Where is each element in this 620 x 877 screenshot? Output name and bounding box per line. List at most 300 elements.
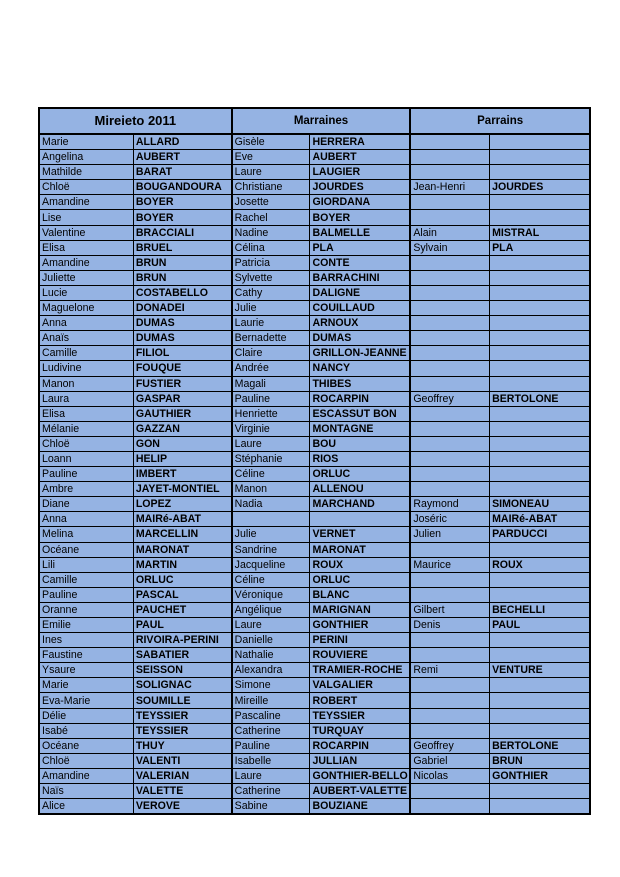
parrain-first-name (410, 693, 489, 708)
table-row (39, 195, 590, 210)
marraine-first-name: Sabine (232, 799, 310, 815)
marraine-first-name: Catherine (232, 784, 310, 799)
table-row (39, 799, 590, 815)
table-row (39, 768, 590, 783)
table-row (39, 663, 590, 678)
marraine-last-name: ORLUC (310, 467, 410, 482)
parrain-first-name (410, 451, 489, 466)
parrain-last-name (490, 784, 590, 799)
marraine-last-name: DALIGNE (310, 285, 410, 300)
child-last-name: HELIP (133, 451, 231, 466)
child-first-name: Laura (39, 391, 133, 406)
marraine-first-name: Rachel (232, 210, 310, 225)
table-row (39, 602, 590, 617)
marraine-first-name: Véronique (232, 587, 310, 602)
child-first-name: Ludivine (39, 361, 133, 376)
child-first-name: Diane (39, 497, 133, 512)
marraine-last-name: COUILLAUD (310, 301, 410, 316)
table-row (39, 482, 590, 497)
table-row (39, 678, 590, 693)
parrain-last-name (490, 301, 590, 316)
parrain-last-name: MISTRAL (490, 225, 590, 240)
marraine-first-name: Isabelle (232, 753, 310, 768)
parrain-first-name (410, 346, 489, 361)
table-row (39, 557, 590, 572)
parrain-last-name: BERTOLONE (490, 738, 590, 753)
marraine-first-name: Andrée (232, 361, 310, 376)
parrain-first-name (410, 436, 489, 451)
parrain-first-name: Gabriel (410, 753, 489, 768)
child-first-name: Chloë (39, 753, 133, 768)
marraine-last-name: BLANC (310, 587, 410, 602)
parrain-first-name: Gilbert (410, 602, 489, 617)
marraine-last-name: LAUGIER (310, 165, 410, 180)
parrain-first-name: Remi (410, 663, 489, 678)
parrain-first-name (410, 165, 489, 180)
table-row (39, 421, 590, 436)
table-row (39, 633, 590, 648)
table-row (39, 225, 590, 240)
marraine-last-name: GRILLON-JEANNE (310, 346, 410, 361)
marraine-first-name: Cathy (232, 285, 310, 300)
marraine-last-name: NANCY (310, 361, 410, 376)
marraine-first-name: Nadine (232, 225, 310, 240)
child-last-name: PAUCHET (133, 602, 231, 617)
table-row (39, 406, 590, 421)
table-row (39, 527, 590, 542)
parrain-last-name (490, 572, 590, 587)
child-first-name: Pauline (39, 587, 133, 602)
marraine-last-name: ROCARPIN (310, 391, 410, 406)
child-last-name: VALETTE (133, 784, 231, 799)
parrain-first-name: Raymond (410, 497, 489, 512)
parrain-last-name: JOURDES (490, 180, 590, 195)
parrain-last-name (490, 195, 590, 210)
child-first-name: Lucie (39, 285, 133, 300)
parrain-last-name (490, 150, 590, 165)
child-last-name: GASPAR (133, 391, 231, 406)
child-last-name: RIVOIRA-PERINI (133, 633, 231, 648)
child-last-name: BOUGANDOURA (133, 180, 231, 195)
marraine-first-name: Pauline (232, 391, 310, 406)
marraine-first-name: Bernadette (232, 331, 310, 346)
child-last-name: BRUEL (133, 240, 231, 255)
parrain-last-name (490, 376, 590, 391)
child-first-name: Melina (39, 527, 133, 542)
child-last-name: PAUL (133, 618, 231, 633)
parrain-last-name (490, 708, 590, 723)
marraine-last-name: JULLIAN (310, 753, 410, 768)
table-row (39, 285, 590, 300)
parrain-first-name: Geoffrey (410, 391, 489, 406)
marraine-last-name: ESCASSUT BON (310, 406, 410, 421)
child-last-name: SEISSON (133, 663, 231, 678)
parrain-first-name: Joséric (410, 512, 489, 527)
child-first-name: Valentine (39, 225, 133, 240)
table-row (39, 693, 590, 708)
parrain-first-name: Alain (410, 225, 489, 240)
marraine-last-name: BALMELLE (310, 225, 410, 240)
child-last-name: DONADEI (133, 301, 231, 316)
child-last-name: BOYER (133, 210, 231, 225)
marraine-first-name: Catherine (232, 723, 310, 738)
marraine-last-name: ALLENOU (310, 482, 410, 497)
marraine-first-name: Sandrine (232, 542, 310, 557)
parrain-last-name: MAIRé-ABAT (490, 512, 590, 527)
table-row (39, 753, 590, 768)
table-row (39, 134, 590, 150)
child-first-name: Anna (39, 316, 133, 331)
parrain-last-name: VENTURE (490, 663, 590, 678)
child-first-name: Amandine (39, 255, 133, 270)
parrain-first-name (410, 587, 489, 602)
child-first-name: Faustine (39, 648, 133, 663)
child-first-name: Loann (39, 451, 133, 466)
marraine-last-name: TRAMIER-ROCHE (310, 663, 410, 678)
parrain-last-name (490, 648, 590, 663)
table-row (39, 316, 590, 331)
child-last-name: FILIOL (133, 346, 231, 361)
parrain-last-name (490, 270, 590, 285)
marraine-first-name: Manon (232, 482, 310, 497)
child-last-name: TEYSSIER (133, 708, 231, 723)
marraine-last-name: BARRACHINI (310, 270, 410, 285)
parrain-last-name (490, 587, 590, 602)
parrain-first-name (410, 648, 489, 663)
parrain-last-name: BERTOLONE (490, 391, 590, 406)
table-row (39, 587, 590, 602)
child-last-name: GAUTHIER (133, 406, 231, 421)
marraine-last-name: RIOS (310, 451, 410, 466)
child-first-name: Angelina (39, 150, 133, 165)
marraine-last-name: TURQUAY (310, 723, 410, 738)
child-first-name: Elisa (39, 406, 133, 421)
parrain-first-name: Sylvain (410, 240, 489, 255)
child-last-name: SOLIGNAC (133, 678, 231, 693)
child-first-name: Naïs (39, 784, 133, 799)
child-first-name: Amandine (39, 195, 133, 210)
marraine-last-name: MARCHAND (310, 497, 410, 512)
marraine-first-name: Julie (232, 301, 310, 316)
parrain-last-name (490, 542, 590, 557)
marraine-last-name: MARIGNAN (310, 602, 410, 617)
marraine-last-name: VERNET (310, 527, 410, 542)
marraine-first-name: Eve (232, 150, 310, 165)
marraine-last-name: AUBERT-VALETTE (310, 784, 410, 799)
parrain-first-name (410, 723, 489, 738)
parrain-last-name (490, 210, 590, 225)
child-last-name: GAZZAN (133, 421, 231, 436)
table-row (39, 165, 590, 180)
table-body (39, 134, 590, 814)
marraine-last-name: AUBERT (310, 150, 410, 165)
parrain-first-name: Jean-Henri (410, 180, 489, 195)
parrain-first-name (410, 195, 489, 210)
parrain-last-name (490, 436, 590, 451)
marraine-last-name: THIBES (310, 376, 410, 391)
marraine-last-name: MARONAT (310, 542, 410, 557)
marraine-last-name: BOYER (310, 210, 410, 225)
child-first-name: Océane (39, 738, 133, 753)
child-last-name: VALERIAN (133, 768, 231, 783)
marraine-first-name: Céline (232, 572, 310, 587)
parrain-last-name (490, 331, 590, 346)
parrain-first-name: Nicolas (410, 768, 489, 783)
marraine-last-name: GIORDANA (310, 195, 410, 210)
marraine-last-name: ROBERT (310, 693, 410, 708)
marraine-first-name: Alexandra (232, 663, 310, 678)
child-first-name: Oranne (39, 602, 133, 617)
parrain-first-name (410, 708, 489, 723)
parrain-last-name: SIMONEAU (490, 497, 590, 512)
table-row (39, 346, 590, 361)
marraine-last-name: ARNOUX (310, 316, 410, 331)
child-last-name: FOUQUE (133, 361, 231, 376)
parrain-first-name: Geoffrey (410, 738, 489, 753)
marraine-first-name: Simone (232, 678, 310, 693)
parrain-first-name (410, 331, 489, 346)
parrain-first-name (410, 678, 489, 693)
parrain-first-name (410, 285, 489, 300)
table-row (39, 361, 590, 376)
table-row (39, 784, 590, 799)
marraine-first-name: Nadia (232, 497, 310, 512)
marraine-first-name: Pauline (232, 738, 310, 753)
marraine-last-name: ROUX (310, 557, 410, 572)
marraine-first-name: Laure (232, 618, 310, 633)
parrain-first-name (410, 482, 489, 497)
child-first-name: Ysaure (39, 663, 133, 678)
child-last-name: BRUN (133, 255, 231, 270)
marraine-first-name: Célina (232, 240, 310, 255)
child-last-name: MARONAT (133, 542, 231, 557)
parrain-last-name: PARDUCCI (490, 527, 590, 542)
table-row (39, 436, 590, 451)
table-row (39, 618, 590, 633)
parrain-first-name (410, 301, 489, 316)
header-row (39, 108, 590, 134)
child-first-name: Manon (39, 376, 133, 391)
parrain-first-name (410, 210, 489, 225)
parrain-first-name (410, 421, 489, 436)
marraine-last-name: MONTAGNE (310, 421, 410, 436)
table-row (39, 467, 590, 482)
child-last-name: VEROVE (133, 799, 231, 815)
child-last-name: FUSTIER (133, 376, 231, 391)
child-last-name: PASCAL (133, 587, 231, 602)
child-first-name: Elisa (39, 240, 133, 255)
child-last-name: BRACCIALI (133, 225, 231, 240)
parrain-last-name (490, 165, 590, 180)
child-first-name: Pauline (39, 467, 133, 482)
marraine-first-name: Nathalie (232, 648, 310, 663)
marraine-first-name: Céline (232, 467, 310, 482)
parrain-last-name: ROUX (490, 557, 590, 572)
marraine-first-name: Laure (232, 436, 310, 451)
marraine-first-name: Christiane (232, 180, 310, 195)
marraine-first-name: Laurie (232, 316, 310, 331)
parrain-first-name: Denis (410, 618, 489, 633)
marraine-first-name: Gisèle (232, 134, 310, 150)
marraine-first-name: Claire (232, 346, 310, 361)
parrain-first-name (410, 316, 489, 331)
child-last-name: GON (133, 436, 231, 451)
marraine-last-name: HERRERA (310, 134, 410, 150)
child-first-name: Eva-Marie (39, 693, 133, 708)
parrain-first-name (410, 467, 489, 482)
marraine-last-name: ROUVIERE (310, 648, 410, 663)
table-row (39, 723, 590, 738)
marraine-first-name: Patricia (232, 255, 310, 270)
parrain-last-name (490, 346, 590, 361)
child-first-name: Marie (39, 678, 133, 693)
table-row (39, 240, 590, 255)
child-first-name: Chloë (39, 180, 133, 195)
marraine-first-name: Danielle (232, 633, 310, 648)
child-last-name: IMBERT (133, 467, 231, 482)
child-first-name: Camille (39, 572, 133, 587)
child-first-name: Ines (39, 633, 133, 648)
table-row (39, 572, 590, 587)
godparents-table (38, 107, 591, 815)
marraine-first-name: Sylvette (232, 270, 310, 285)
child-first-name: Océane (39, 542, 133, 557)
marraine-last-name: ORLUC (310, 572, 410, 587)
parrain-last-name (490, 285, 590, 300)
parrain-last-name: PAUL (490, 618, 590, 633)
marraine-last-name: PERINI (310, 633, 410, 648)
child-last-name: SABATIER (133, 648, 231, 663)
parrain-last-name (490, 799, 590, 815)
table-row (39, 180, 590, 195)
child-first-name: Mathilde (39, 165, 133, 180)
parrain-first-name (410, 376, 489, 391)
child-first-name: Lili (39, 557, 133, 572)
parrain-first-name (410, 270, 489, 285)
table-row (39, 331, 590, 346)
parrain-last-name (490, 723, 590, 738)
child-last-name: DUMAS (133, 316, 231, 331)
child-last-name: DUMAS (133, 331, 231, 346)
child-last-name: MARCELLIN (133, 527, 231, 542)
parrain-last-name (490, 482, 590, 497)
child-first-name: Anna (39, 512, 133, 527)
marraine-last-name: ROCARPIN (310, 738, 410, 753)
marraine-last-name: BOUZIANE (310, 799, 410, 815)
child-last-name: MARTIN (133, 557, 231, 572)
parrain-first-name: Maurice (410, 557, 489, 572)
marraine-last-name: GONTHIER (310, 618, 410, 633)
table-row (39, 255, 590, 270)
parrain-first-name (410, 542, 489, 557)
child-last-name: ALLARD (133, 134, 231, 150)
parrain-first-name (410, 799, 489, 815)
marraine-first-name: Laure (232, 165, 310, 180)
table-row (39, 542, 590, 557)
parrain-first-name: Julien (410, 527, 489, 542)
marraine-first-name: Josette (232, 195, 310, 210)
marraine-last-name: CONTE (310, 255, 410, 270)
marraine-first-name: Julie (232, 527, 310, 542)
marraine-last-name: GONTHIER-BELLO (310, 768, 410, 783)
table-row (39, 708, 590, 723)
marraine-last-name (310, 512, 410, 527)
parrain-last-name: GONTHIER (490, 768, 590, 783)
parrain-last-name: BECHELLI (490, 602, 590, 617)
marraine-first-name (232, 512, 310, 527)
marraine-first-name: Mireille (232, 693, 310, 708)
marraine-last-name: TEYSSIER (310, 708, 410, 723)
parrain-last-name (490, 316, 590, 331)
child-first-name: Amandine (39, 768, 133, 783)
child-first-name: Marie (39, 134, 133, 150)
parrain-last-name (490, 693, 590, 708)
parrain-first-name (410, 255, 489, 270)
child-first-name: Alice (39, 799, 133, 815)
table-row (39, 497, 590, 512)
child-first-name: Lise (39, 210, 133, 225)
parrain-first-name (410, 406, 489, 421)
parrains-header: Parrains (410, 108, 590, 134)
marraine-first-name: Magali (232, 376, 310, 391)
table-row (39, 738, 590, 753)
child-first-name: Anaïs (39, 331, 133, 346)
child-last-name: JAYET-MONTIEL (133, 482, 231, 497)
parrain-last-name (490, 406, 590, 421)
child-last-name: BOYER (133, 195, 231, 210)
marraine-last-name: DUMAS (310, 331, 410, 346)
marraine-first-name: Virginie (232, 421, 310, 436)
child-first-name: Maguelone (39, 301, 133, 316)
parrain-last-name (490, 134, 590, 150)
child-first-name: Isabé (39, 723, 133, 738)
parrain-last-name: BRUN (490, 753, 590, 768)
marraine-last-name: BOU (310, 436, 410, 451)
marraine-first-name: Pascaline (232, 708, 310, 723)
parrain-last-name (490, 467, 590, 482)
child-first-name: Emilie (39, 618, 133, 633)
parrain-last-name (490, 451, 590, 466)
child-last-name: AUBERT (133, 150, 231, 165)
marraine-first-name: Henriette (232, 406, 310, 421)
child-first-name: Camille (39, 346, 133, 361)
table-row (39, 512, 590, 527)
table-row (39, 451, 590, 466)
table-row (39, 376, 590, 391)
child-first-name: Ambre (39, 482, 133, 497)
child-last-name: VALENTI (133, 753, 231, 768)
table-row (39, 210, 590, 225)
child-first-name: Délie (39, 708, 133, 723)
parrain-last-name (490, 633, 590, 648)
child-last-name: TEYSSIER (133, 723, 231, 738)
marraines-header: Marraines (232, 108, 411, 134)
parrain-first-name (410, 572, 489, 587)
parrain-first-name (410, 784, 489, 799)
child-last-name: BRUN (133, 270, 231, 285)
child-last-name: MAIRé-ABAT (133, 512, 231, 527)
parrain-first-name (410, 361, 489, 376)
marraine-last-name: JOURDES (310, 180, 410, 195)
parrain-first-name (410, 134, 489, 150)
child-first-name: Juliette (39, 270, 133, 285)
marraine-first-name: Jacqueline (232, 557, 310, 572)
parrain-last-name (490, 678, 590, 693)
marraine-last-name: PLA (310, 240, 410, 255)
marraine-last-name: VALGALIER (310, 678, 410, 693)
table-row (39, 301, 590, 316)
parrain-first-name (410, 150, 489, 165)
